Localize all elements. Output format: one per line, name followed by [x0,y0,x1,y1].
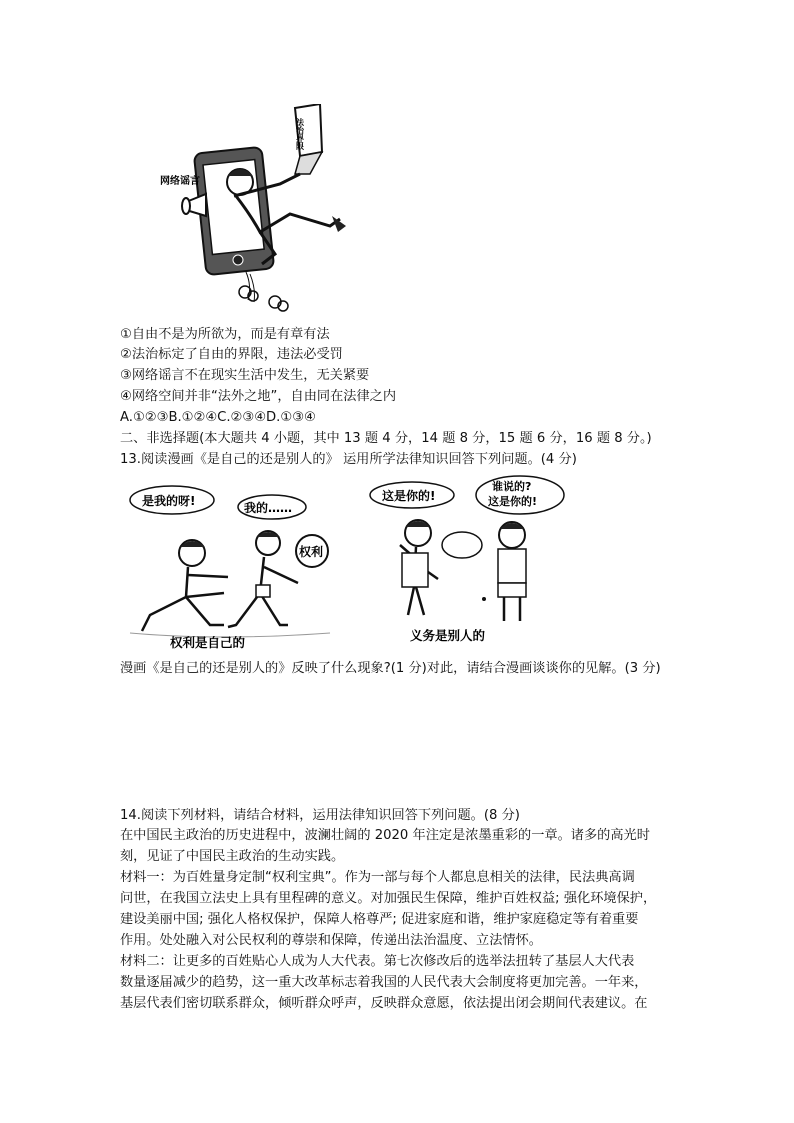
q14-line-2: 刻，见证了中国民主政治的生动实践。 [120,849,345,864]
q14-line-3: 材料一：为百姓量身定制“权利宝典”。作为一部与每个人都息息相关的法律，民法典高调 [120,870,635,885]
q14-prompt: 14.阅读下列材料，请结合材料，运用法律知识回答下列问题。(8 分) [120,808,520,823]
right-bubble-1: 这是你的! [382,489,436,503]
ball-label: 权利 [299,545,324,559]
q14-line-1: 在中国民主政治的历史进程中，波澜壮阔的 2020 年注定是浓墨重彩的一章。诸多的高光时 [120,828,650,843]
option-4: ④网络空间并非“法外之地”，自由同在法律之内 [120,389,397,404]
q14-line-8: 数量逐届减少的趋势，这一重大改革标志着我国的人民代表大会制度将更加完善。一年来， [120,975,648,990]
q14-line-4: 问世，在我国立法史上具有里程碑的意义。对加强民生保障，维护百姓权益; 强化环境保护， [120,891,657,906]
sleeve-label: 法治界限 [295,118,305,150]
right-caption: 义务是别人的 [410,628,486,643]
rumor-label: 网络谣言 [160,176,200,187]
q13-question: 漫画《是自己的还是别人的》反映了什么现象?(1 分)对此，请结合漫画谈谈你的见解。(3 分) [120,661,661,676]
option-1: ①自由不是为所欲为，而是有章有法 [120,327,330,342]
right-bubble-2b: 这是你的! [488,495,538,508]
right-bubble-2a: 谁说的? [492,480,532,493]
q13-prompt: 13.阅读漫画《是自己的还是别人的》 运用所学法律知识回答下列问题。(4 分) [120,452,577,467]
option-3: ③网络谣言不在现实生活中发生，无关紧要 [120,368,370,383]
left-bubble-2: 我的…… [244,501,293,515]
left-bubble-1: 是我的呀! [142,494,196,508]
cartoon-internet-rumor [150,104,380,319]
left-caption: 权利是自己的 [170,635,246,650]
cartoon-rights-obligations [120,475,580,650]
section-2-heading: 二、非选择题(本大题共 4 小题，其中 13 题 4 分，14 题 8 分，15 题 6 分，16 题 8 分。) [120,431,652,446]
q14-line-9: 基层代表们密切联系群众，倾听群众呼声，反映群众意愿，依法提出闭会期间代表建议。在 [120,996,648,1011]
option-2: ②法治标定了自由的界限，违法必受罚 [120,347,343,362]
q14-line-5: 建设美丽中国; 强化人格权保护，保障人格尊严; 促进家庭和谐，维护家庭稳定等有着重要 [120,912,639,927]
q14-line-6: 作用。处处融入对公民权利的尊崇和保障，传递出法治温度、立法情怀。 [120,933,542,948]
answer-choices: A.①②③B.①②④C.②③④D.①③④ [120,410,316,425]
q14-line-7: 材料二：让更多的百姓贴心人成为人大代表。第七次修改后的选举法扭转了基层人大代表 [120,954,635,969]
